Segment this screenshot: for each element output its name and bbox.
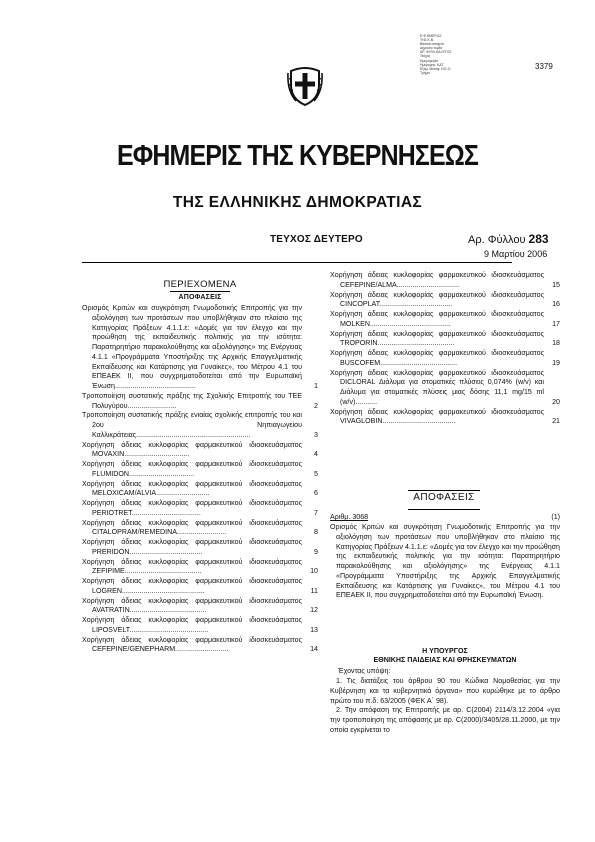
issue-date: 9 Μαρτίου 2006 [484,249,548,259]
toc-item-text: Τροποποίηση συστατικής πράξης ενιαίας σχολικής επιτροπής του και 2ου Νηπιαγωγείου Καλλικράτειας.......................................................... [82,411,302,439]
coat-of-arms-icon [287,63,323,107]
decision-paragraph-1: 1. Τις διατάξεις του άρθρου 90 του Κώδικα Νομοθεσίας για την Κυβέρνηση και τα κυβερνητικά όργανα» που κυρώθηκε με το άρθρο πρώτο του π.δ. 63/2005 (ΦΕΚ Α΄ 98). [330,677,560,705]
toc-item[interactable] [82,636,318,656]
toc-item[interactable] [82,480,318,500]
toc-page-number: 5 [314,469,318,478]
stamp-line: Εξάμ. Μεταφ. Ν.Ε.Ο. [420,66,452,71]
toc-page-number: 13 [310,625,318,634]
decision-number-row [330,513,560,523]
toc-heading: ΠΕΡΙΕΧΟΜΕΝΑ [163,279,237,290]
toc-item[interactable] [82,304,318,392]
toc-item[interactable] [82,460,318,480]
toc-item[interactable] [330,271,560,291]
toc-page-number: 19 [552,358,560,367]
toc-item-text: Χορήγηση άδειας κυκλοφορίας φαρμακευτικού ιδιοσκευάσματος LIPOSVELT........................................ [82,616,302,634]
toc-item-text: Χορήγηση άδειας κυκλοφορίας φαρμακευτικού ιδιοσκευάσματος FLUMIDON................................. [82,460,302,478]
sheet-label: Αρ. Φύλλου [468,234,526,246]
toc-item-text: Χορήγηση άδειας κυκλοφορίας φαρμακευτικού ιδιοσκευάσματος AVATRATIN....................................... [82,596,302,615]
toc-item[interactable] [330,349,560,369]
page-number: 3379 [535,62,553,71]
toc-page-number: 17 [552,319,560,328]
toc-item-text: Χορήγηση άδειας κυκλοφορίας φαρμακευτικού ιδιοσκευάσματος MOLKEN......................................... [330,310,544,328]
toc-page-number: 11 [310,586,318,595]
toc-item-text: Χορήγηση άδειας κυκλοφορίας φαρμακευτικού ιδιοσκευάσματος VIVAGLOBIN..................................... [330,407,544,426]
sheet-number [468,232,549,246]
toc-item-text: Τροποποίηση συστατικής πράξης της Σχολικής Επιτροπής του ΤΕΕ Πολυγύρου......................... [82,391,302,410]
toc-page-number: 16 [552,300,560,309]
toc-item[interactable] [330,408,560,428]
toc-item[interactable] [330,330,560,350]
stamp-line: Ημερομηνία [420,58,438,63]
decision-summary: Ορισμός Κριτών και συγκρότηση Γνωμοδοτικής Επιτροπής για την αξιολόγηση των προτάσεων που υποβλήθηκαν στο πλαίσιο της Κατηγορίας Πράξεων 4.1.1.ε: «Δομές για τον έλεγχο και την προώθηση της εκπαιδευτικής πολιτικής για την ισότητα: Παρατηρητήριο παρακολούθησης και αξιολόγησης» της Ενέργειας 4.1.1 «Προγράμματα Υποστήριξης της Αρχικής Επαγγελματικής Εκπαίδευσης και Κατάρτισης για Γυναίκες», του Μέτρου 4.1 του ΕΠΕΑΕΚ ΙΙ, που συγχρηματοδοτείται από την Ευρωπαϊκή Ένωση. [330,523,560,600]
toc-page-number: 21 [552,417,560,426]
toc-page-number: 6 [314,489,318,498]
toc-page-number: 1 [314,382,318,390]
toc-page-number: 10 [310,567,318,576]
decision-ref: (1) [551,513,560,521]
toc-item-text: Χορήγηση άδειας κυκλοφορίας φαρμακευτικού ιδιοσκευάσματος CINCOPLAT..................................... [330,290,544,309]
toc-item-text: Χορήγηση άδειας κυκλοφορίας φαρμακευτικού ιδιοσκευάσματος LOGREN.......................................... [82,577,302,595]
toc-item[interactable] [82,392,318,412]
toc-item[interactable] [330,369,560,408]
toc-item-text: Χορήγηση άδειας κυκλοφορίας φαρμακευτικού ιδιοσκευάσματος MOVAXIN................................. [82,440,302,459]
stamp-line: Ημερομην. ΚΑΤ [420,62,444,67]
minister-title: Η ΥΠΟΥΡΓΟΣ [422,647,468,655]
toc-subheading: ΑΠΟΦΑΣΕΙΣ [178,294,222,301]
gazette-title: ΕΦΗΜΕΡΙΣ ΤΗΣ ΚΥΒΕΡΝΗΣΕΩΣ [116,140,478,172]
toc-item[interactable] [82,499,318,519]
toc-item[interactable] [82,519,318,539]
decisions-heading: ΑΠΟΦΑΣΕΙΣ [413,492,475,503]
toc-item-text: Χορήγηση άδειας κυκλοφορίας φαρμακευτικού ιδιοσκευάσματος BUSCOFEM....................................... [330,349,544,367]
toc-item-text: Χορήγηση άδειας κυκλοφορίας φαρμακευτικού ιδιοσκευάσματος TROPORIN....................................... [330,329,544,348]
toc-page-number: 4 [314,450,318,459]
toc-item-text: Χορήγηση άδειας κυκλοφορίας φαρμακευτικού ιδιοσκευάσματος CEFEPINE/GENEPHARM........................... [82,635,302,654]
toc-left-column [82,304,318,655]
stamp-line: ΑΡ. ΦΥΛΛ.ΚΑΙ ΕΤΟΣ [420,50,452,55]
toc-page-number: 15 [552,280,560,289]
toc-item-text: Χορήγηση άδειας κυκλοφορίας φαρμακευτικού ιδιοσκευάσματος CEFEPINE/ALMA................................ [330,271,544,289]
gazette-subtitle: ΤΗΣ ΕΛΛΗΝΙΚΗΣ ΔΗΜΟΚΡΑΤΙΑΣ [172,194,423,211]
toc-item[interactable] [82,597,318,617]
toc-item[interactable] [82,577,318,597]
toc-page-number: 8 [314,528,318,537]
toc-item[interactable] [82,411,318,440]
stamp-line: Τμήμα [420,70,430,75]
toc-page-number: 12 [310,606,318,615]
toc-heading-rule [170,291,230,292]
toc-item-text: Χορήγηση άδειας κυκλοφορίας φαρμακευτικού ιδιοσκευάσματος PERIOTRET................................... [82,499,302,517]
toc-item[interactable] [82,558,318,578]
toc-page-number: 14 [310,645,318,654]
decision-number: Αριθμ. 3068 [330,513,369,521]
stamp-line: Ε.Φ.ΗΜΕΡ.ΑΣ [420,34,442,38]
sheet-number-value: 283 [528,232,549,246]
toc-item-text: Χορήγηση άδειας κυκλοφορίας φαρμακευτικού ιδιοσκευάσματος MELOXICAM/ALVIA........................... [82,479,302,498]
toc-item-text: Χορήγηση άδειας κυκλοφορίας φαρμακευτικού ιδιοσκευάσματος PRERIDON..................................... [82,538,302,556]
toc-item[interactable] [330,310,560,330]
toc-page-number: 2 [314,401,318,410]
toc-page-number: 3 [314,430,318,439]
toc-page-number: 9 [314,547,318,556]
toc-item-text: Ορισμός Κριτών και συγκρότηση Γνωμοδοτικής Επιτροπής για την αξιολόγηση των προτάσεων που υποβλήθηκαν στο πλαίσιο της Κατηγορίας Πράξεων 4.1.1.ε: «Δομές για τον έλεγχο και την προώθηση της εκπαιδευτικής πολιτικής για την ισότητα: Παρατηρητήριο παρακολούθησης και αξιολόγησης» της Ενέργειας 4.1.1 «Προγράμματα Υποστήριξης της Αρχικής Επαγγελματικής Εκπαίδευσης και Κατάρτισης για Γυναίκες», του Μέτρου 4.1 του ΕΠΕΑΕΚ ΙΙ, που συγχρηματοδοτείται από την Ευρωπαϊκή Ένωση......................................... [82,304,302,390]
toc-item[interactable] [82,538,318,558]
toc-item[interactable] [330,291,560,311]
toc-page-number: 7 [314,508,318,517]
toc-item-text: Χορήγηση άδειας κυκλοφορίας φαρμακευτικού ιδιοσκευάσματος CITALOPRAM/REMEDINA......................... [82,518,302,537]
issue-label: ΤΕΥΧΟΣ ΔΕΥΤΕΡΟ [270,234,363,245]
toc-item[interactable] [82,616,318,636]
toc-right-column [330,271,560,427]
considering-label: Έχοντας υπόψη: [338,667,391,675]
toc-item-text: Χορήγηση άδειας κυκλοφορίας φαρμακευτικού ιδιοσκευάσματος ZEFIPIME....................................... [82,557,302,576]
decision-paragraph-2: 2. Την απόφαση της Επιτροπής με αρ. C(2004) 2114/3.12.2004 «για την τροποποίηση της απόφασης με αρ. C(2000)/3405/28.11.2000, με την οποία εγκρίνεται το [330,706,560,734]
toc-item[interactable] [82,441,318,461]
header-divider [82,262,512,263]
toc-page-number: 20 [552,397,560,406]
stamp-line: ΤΗΣ Κ.Β. [420,38,434,43]
stamp-line: Βασικά στοιχεία [420,42,444,47]
ministry-name: ΕΘΝΙΚΗΣ ΠΑΙΔΕΙΑΣ ΚΑΙ ΘΡΗΣΚΕΥΜΑΤΩΝ [373,656,517,664]
stamp-line: Τεύχος [420,54,431,59]
stamp-line: Δημόσιο τομέα [420,46,443,51]
toc-page-number: 18 [552,339,560,348]
registry-stamp [420,34,478,75]
toc-item-text: Χορήγηση άδειας κυκλοφορίας φαρμακευτικού ιδιοσκευάσματος DICLORAL Διάλυμα για στοματικές πλύσεις 0,074% (w/v) και Διάλυμα για στοματικές πλύσεις μιας δόσης 11,1 mg/15 ml (w/v)........... [330,368,544,406]
